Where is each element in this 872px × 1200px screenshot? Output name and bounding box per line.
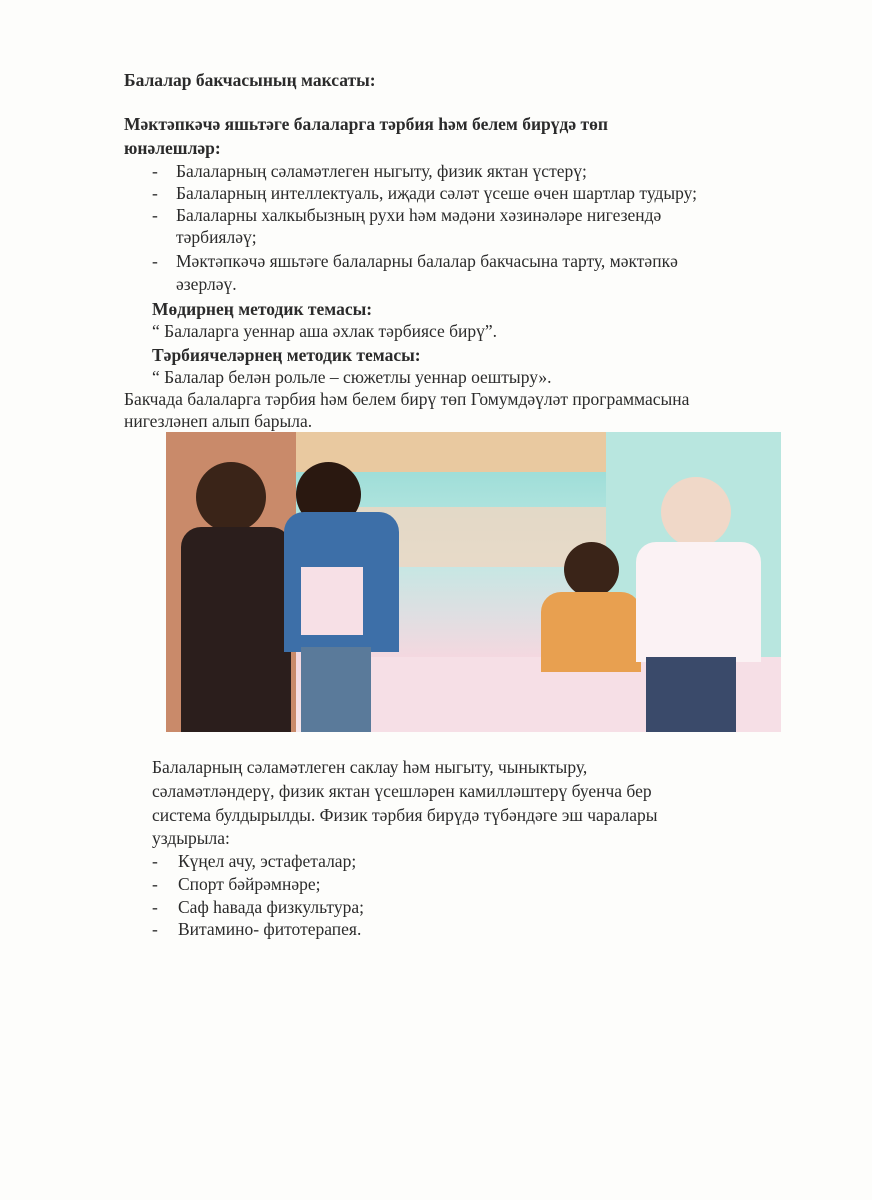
bullet-dash: - bbox=[152, 251, 158, 271]
health-text: уздырыла: bbox=[152, 828, 230, 848]
direction-item: Балаларның интеллектуаль, иҗади сәләт үсеше өчен шартлар тудыру; bbox=[176, 183, 698, 203]
direction-item: Мәктәпкәчә яшьтәге балаларны балалар бакчасына тарту, мәктәпкә bbox=[176, 251, 678, 271]
activity-item: Саф һавада физкультура; bbox=[178, 897, 364, 917]
activity-item: Күңел ачу, эстафеталар; bbox=[178, 851, 357, 871]
direction-item-cont: тәрбияләү; bbox=[176, 227, 257, 247]
bullet-dash: - bbox=[152, 919, 158, 939]
directions-heading-cont: юнәлешләр: bbox=[124, 138, 221, 158]
direction-item: Балаларның сәламәтлеген ныгыту, физик яктан үстерү; bbox=[176, 161, 587, 181]
head-theme: “ Балаларга уеннар аша әхлак тәрбиясе бирү”. bbox=[152, 321, 498, 341]
bullet-dash: - bbox=[152, 851, 158, 871]
bullet-dash: - bbox=[152, 161, 158, 181]
teacher-theme-label: Тәрбиячеләрнең методик темасы: bbox=[152, 345, 421, 365]
head-theme-label: Мөдирнең методик темасы: bbox=[152, 299, 373, 319]
program-text-cont: нигезләнеп алып барыла. bbox=[124, 411, 313, 431]
health-text: Балаларның сәламәтлеген саклау һәм ныгыту, чыныктыру, bbox=[152, 757, 588, 777]
activity-item: Витамино- фитотерапея. bbox=[178, 919, 362, 939]
page-title: Балалар бакчасының максаты: bbox=[124, 70, 376, 90]
direction-item: Балаларны халкыбызның рухи һәм мәдәни хәзинәләре нигезендә bbox=[176, 205, 662, 225]
bullet-dash: - bbox=[152, 205, 158, 225]
bullet-dash: - bbox=[152, 183, 158, 203]
children-photo bbox=[166, 432, 781, 732]
activity-item: Спорт бәйрәмнәре; bbox=[178, 874, 321, 894]
directions-heading: Мәктәпкәчә яшьтәге балаларга тәрбия һәм белем бирүдә төп bbox=[124, 114, 608, 134]
bullet-dash: - bbox=[152, 874, 158, 894]
direction-item-cont: әзерләү. bbox=[176, 274, 237, 294]
bullet-dash: - bbox=[152, 897, 158, 917]
health-text: сәламәтләндерү, физик яктан үсешләрен камилләштерү буенча бер bbox=[152, 781, 652, 801]
health-text: система булдырылды. Физик тәрбия бирүдә түбәндәге эш чаралары bbox=[152, 805, 658, 825]
program-text: Бакчада балаларга тәрбия һәм белем бирү төп Гомумдәүләт программасына bbox=[124, 389, 690, 409]
teacher-theme: “ Балалар белән рольле – сюжетлы уеннар оештыру». bbox=[152, 367, 552, 387]
